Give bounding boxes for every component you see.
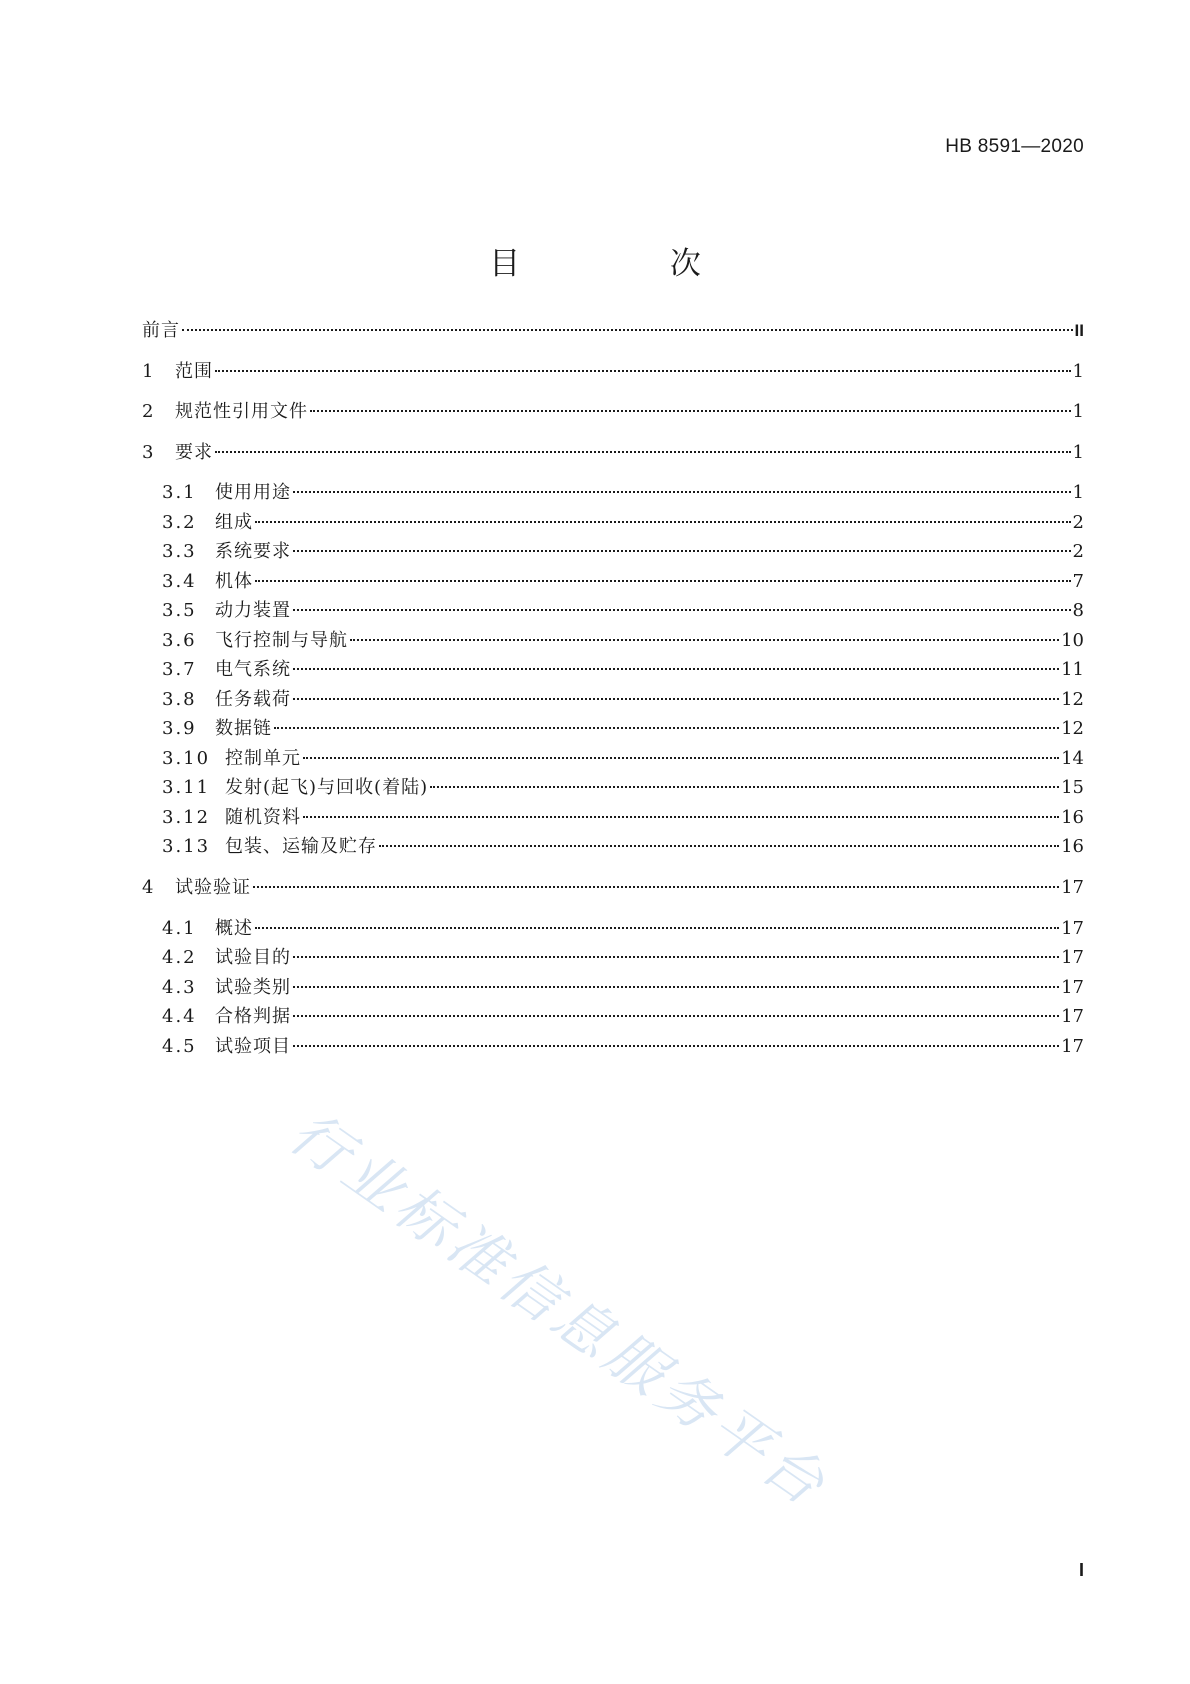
dot-leader	[293, 955, 1059, 958]
toc-entry-page: 1	[1072, 482, 1084, 503]
toc-entry-number: 4.5	[162, 1036, 197, 1057]
toc-entry-label: 要求	[175, 442, 213, 463]
toc-entry-label: 规范性引用文件	[175, 401, 308, 422]
toc-entry-page: II	[1074, 321, 1084, 340]
toc-entry-page: 17	[1061, 877, 1084, 898]
toc-entry-page: 1	[1072, 361, 1084, 382]
dot-leader	[255, 926, 1059, 929]
dot-leader	[293, 985, 1059, 988]
toc-entry-label: 任务载荷	[215, 689, 291, 710]
dot-leader	[430, 785, 1059, 788]
toc-entry-number: 2	[142, 401, 156, 422]
toc-entry-4-3[interactable]	[162, 976, 1084, 1000]
toc-entry-label: 概述	[215, 918, 253, 939]
toc-entry-number: 3	[142, 442, 156, 463]
dot-leader	[293, 549, 1071, 552]
dot-leader	[215, 450, 1071, 453]
toc-entry-page: 12	[1061, 718, 1084, 739]
toc-entry-label: 动力装置	[215, 600, 291, 621]
dot-leader	[310, 409, 1071, 412]
toc-entry-4-5[interactable]	[162, 1035, 1084, 1059]
toc-entry-label: 使用用途	[215, 482, 291, 503]
dot-leader	[293, 697, 1059, 700]
toc-entry-3-2[interactable]	[162, 511, 1084, 535]
toc-entry-number: 1	[142, 361, 156, 382]
toc-entry-number: 4	[142, 877, 156, 898]
toc-entry-page: 2	[1072, 541, 1084, 562]
toc-entry-page: 16	[1061, 836, 1084, 857]
toc-entry-label: 发射(起飞)与回收(着陆)	[225, 777, 429, 798]
toc-entry-label: 试验类别	[215, 977, 291, 998]
toc-entry-label: 组成	[215, 512, 253, 533]
toc-entry-4-2[interactable]	[162, 946, 1084, 970]
toc-entry-number: 3.2	[162, 512, 197, 533]
toc-entry-page: 17	[1061, 947, 1084, 968]
toc-entry-label: 包装、运输及贮存	[225, 836, 377, 857]
toc-entry-page: 10	[1061, 630, 1084, 651]
page-title: 目 次	[489, 246, 771, 282]
toc-entry-label: 试验目的	[215, 947, 291, 968]
dot-leader	[293, 1014, 1059, 1017]
toc-entry-label: 数据链	[215, 718, 272, 739]
toc-entry-page: 1	[1072, 442, 1084, 463]
toc-entry-label: 前言	[142, 320, 180, 341]
toc-entry-page: 11	[1061, 659, 1084, 680]
toc-entry-number: 3.1	[162, 482, 197, 503]
toc-entry-label: 机体	[215, 571, 253, 592]
toc-entry-label: 合格判据	[215, 1006, 291, 1027]
toc-entry-page: 15	[1061, 777, 1084, 798]
dot-leader	[255, 579, 1071, 582]
toc-entry-3-7[interactable]	[162, 658, 1084, 682]
toc-entry-page: 17	[1061, 918, 1084, 939]
toc-entry-3-5[interactable]	[162, 599, 1084, 623]
dot-leader	[303, 756, 1059, 759]
dot-leader	[303, 815, 1059, 818]
dot-leader	[350, 638, 1059, 641]
toc-entry-number: 3.3	[162, 541, 197, 562]
dot-leader	[293, 667, 1059, 670]
toc-entry-number: 4.4	[162, 1006, 197, 1027]
toc-entry-number: 3.4	[162, 571, 197, 592]
dot-leader	[182, 328, 1073, 331]
toc-entry-number: 3.7	[162, 659, 197, 680]
toc-entry-page: 8	[1072, 600, 1084, 621]
toc-entry-page: 17	[1061, 1006, 1084, 1027]
toc-entry-3-4[interactable]	[162, 570, 1084, 594]
toc-entry-label: 电气系统	[215, 659, 291, 680]
toc-entry-3-1[interactable]	[162, 481, 1084, 505]
toc-entry-label: 试验验证	[175, 877, 251, 898]
toc-entry-number: 3.13	[162, 836, 211, 857]
toc-entry-3-6[interactable]	[162, 629, 1084, 653]
toc-entry-4[interactable]	[142, 876, 1084, 900]
toc-entry-number: 3.12	[162, 807, 211, 828]
toc-entry-3-3[interactable]	[162, 540, 1084, 564]
toc-entry-label: 飞行控制与导航	[215, 630, 348, 651]
dot-leader	[215, 369, 1071, 372]
watermark: 行业标准信息服务平台	[277, 1098, 841, 1522]
dot-leader	[293, 1044, 1059, 1047]
toc-entry-number: 3.5	[162, 600, 197, 621]
toc-entry-1[interactable]	[142, 360, 1084, 384]
toc-entry-3[interactable]	[142, 441, 1084, 465]
toc-entry-foreword[interactable]	[142, 319, 1084, 343]
toc-entry-2[interactable]	[142, 400, 1084, 424]
toc-entry-label: 随机资料	[225, 807, 301, 828]
toc-entry-page: 17	[1061, 977, 1084, 998]
toc-entry-page: 7	[1072, 571, 1084, 592]
toc-entry-number: 4.1	[162, 918, 197, 939]
toc-entry-number: 4.3	[162, 977, 197, 998]
toc-entry-label: 试验项目	[215, 1036, 291, 1057]
dot-leader	[293, 608, 1071, 611]
toc-entry-4-1[interactable]	[162, 917, 1084, 941]
toc-entry-page: 14	[1061, 748, 1084, 769]
toc-entry-page: 1	[1072, 401, 1084, 422]
toc-entry-page: 2	[1072, 512, 1084, 533]
toc-entry-label: 范围	[175, 361, 213, 382]
toc-entry-3-10[interactable]	[162, 747, 1084, 771]
dot-leader	[255, 520, 1071, 523]
toc-entry-page: 12	[1061, 689, 1084, 710]
toc-entry-3-8[interactable]	[162, 688, 1084, 712]
document-code: HB 8591—2020	[945, 136, 1084, 157]
toc-entry-number: 3.11	[162, 777, 211, 798]
dot-leader	[293, 490, 1071, 493]
toc-entry-label: 系统要求	[215, 541, 291, 562]
toc-entry-3-9[interactable]	[162, 717, 1084, 741]
toc-entry-4-4[interactable]	[162, 1005, 1084, 1029]
toc-entry-number: 3.10	[162, 748, 211, 769]
toc-entry-number: 4.2	[162, 947, 197, 968]
toc-entry-page: 17	[1061, 1036, 1084, 1057]
dot-leader	[379, 844, 1059, 847]
toc-entry-label: 控制单元	[225, 748, 301, 769]
dot-leader	[253, 885, 1059, 888]
toc-entry-3-11[interactable]	[162, 776, 1084, 800]
toc-entry-number: 3.6	[162, 630, 197, 651]
dot-leader	[274, 726, 1059, 729]
toc-entry-number: 3.9	[162, 718, 197, 739]
toc-entry-page: 16	[1061, 807, 1084, 828]
toc-entry-number: 3.8	[162, 689, 197, 710]
toc-entry-3-12[interactable]	[162, 806, 1084, 830]
toc-entry-3-13[interactable]	[162, 835, 1084, 859]
page-number: I	[1078, 1560, 1084, 1580]
